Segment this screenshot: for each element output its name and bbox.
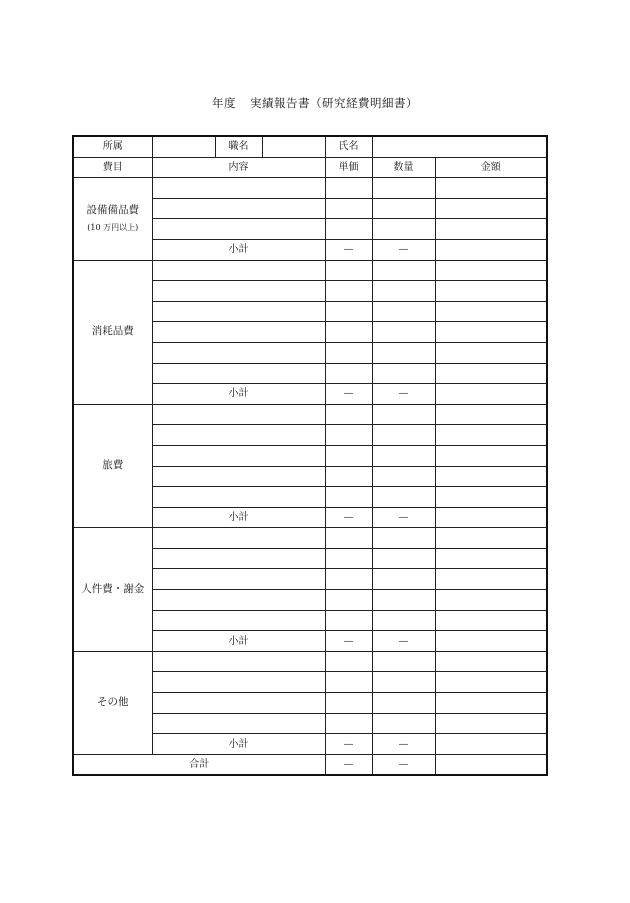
travel-category-cell (73, 404, 152, 528)
total-row (73, 754, 547, 775)
quantity-cell[interactable] (372, 487, 435, 508)
amount-cell[interactable] (435, 651, 547, 672)
content-cell[interactable] (152, 425, 325, 446)
quantity-cell[interactable] (372, 693, 435, 714)
affiliation-field[interactable] (152, 136, 215, 157)
amount-cell[interactable] (435, 301, 547, 322)
amount-cell[interactable] (435, 260, 547, 281)
other-label: その他 (97, 696, 129, 709)
amount-cell[interactable] (435, 528, 547, 549)
subtotal-amount-cell[interactable] (435, 507, 547, 528)
subtotal-amount-cell[interactable] (435, 734, 547, 755)
content-cell[interactable] (152, 281, 325, 302)
amount-cell[interactable] (435, 342, 547, 363)
unit-price-cell[interactable] (325, 301, 372, 322)
equipment-note: (10 万円以上) (87, 223, 139, 233)
content-cell[interactable] (152, 528, 325, 549)
subtotal-label: 小計 (152, 734, 325, 755)
amount-cell[interactable] (435, 713, 547, 734)
amount-cell[interactable] (435, 693, 547, 714)
name-field[interactable] (372, 136, 547, 157)
unit-price-cell[interactable] (325, 713, 372, 734)
quantity-dash: — (372, 239, 435, 260)
unit-price-dash: — (325, 239, 372, 260)
quantity-cell[interactable] (372, 528, 435, 549)
quantity-dash: — (372, 734, 435, 755)
page-title (0, 95, 630, 111)
subtotal-amount-cell[interactable] (435, 384, 547, 405)
position-label: 職名 (215, 136, 262, 157)
col-quantity-header: 数量 (372, 157, 435, 178)
quantity-cell[interactable] (372, 281, 435, 302)
unit-price-cell[interactable] (325, 219, 372, 240)
amount-cell[interactable] (435, 322, 547, 343)
amount-cell[interactable] (435, 445, 547, 466)
unit-price-cell[interactable] (325, 672, 372, 693)
subtotal-label: 小計 (152, 631, 325, 652)
content-cell[interactable] (152, 219, 325, 240)
unit-price-cell[interactable] (325, 466, 372, 487)
quantity-cell[interactable] (372, 610, 435, 631)
subtotal-label: 小計 (152, 239, 325, 260)
content-cell[interactable] (152, 590, 325, 611)
quantity-cell[interactable] (372, 404, 435, 425)
quantity-cell[interactable] (372, 590, 435, 611)
amount-cell[interactable] (435, 198, 547, 219)
travel-label: 旅費 (102, 459, 124, 472)
unit-price-cell[interactable] (325, 445, 372, 466)
quantity-cell[interactable] (372, 178, 435, 199)
content-cell[interactable] (152, 322, 325, 343)
amount-cell[interactable] (435, 363, 547, 384)
personnel-label: 人件費・謝金 (81, 582, 145, 595)
amount-cell[interactable] (435, 548, 547, 569)
total-amount-cell[interactable] (435, 754, 547, 775)
affiliation-label: 所属 (73, 136, 152, 157)
amount-cell[interactable] (435, 425, 547, 446)
quantity-cell[interactable] (372, 260, 435, 281)
equipment-label: 設備備品費 (86, 203, 139, 216)
col-item-header: 費目 (73, 157, 152, 178)
quantity-cell[interactable] (372, 466, 435, 487)
total-unit-price-dash: — (325, 754, 372, 775)
unit-price-cell[interactable] (325, 198, 372, 219)
unit-price-cell[interactable] (325, 487, 372, 508)
content-cell[interactable] (152, 445, 325, 466)
unit-price-cell[interactable] (325, 342, 372, 363)
amount-cell[interactable] (435, 487, 547, 508)
unit-price-cell[interactable] (325, 178, 372, 199)
unit-price-dash: — (325, 734, 372, 755)
content-cell[interactable] (152, 672, 325, 693)
title-year: 年度 (212, 96, 236, 110)
amount-cell[interactable] (435, 404, 547, 425)
quantity-cell[interactable] (372, 322, 435, 343)
unit-price-cell[interactable] (325, 528, 372, 549)
other-category-cell (73, 651, 152, 754)
personnel-category-cell (73, 528, 152, 652)
quantity-dash: — (372, 507, 435, 528)
column-header-row (73, 157, 547, 178)
equipment-category-cell (73, 178, 152, 260)
amount-cell[interactable] (435, 178, 547, 199)
quantity-cell[interactable] (372, 713, 435, 734)
consumables-label: 消耗品費 (91, 325, 134, 338)
unit-price-cell[interactable] (325, 322, 372, 343)
col-content-header: 内容 (152, 157, 325, 178)
amount-cell[interactable] (435, 466, 547, 487)
content-cell[interactable] (152, 651, 325, 672)
unit-price-cell[interactable] (325, 425, 372, 446)
unit-price-dash: — (325, 631, 372, 652)
quantity-cell[interactable] (372, 445, 435, 466)
quantity-cell[interactable] (372, 672, 435, 693)
name-label: 氏名 (325, 136, 372, 157)
amount-cell[interactable] (435, 281, 547, 302)
total-label: 合計 (73, 754, 325, 775)
other-row (73, 651, 547, 672)
unit-price-cell[interactable] (325, 651, 372, 672)
quantity-cell[interactable] (372, 569, 435, 590)
expense-report-table (72, 135, 548, 776)
quantity-cell[interactable] (372, 651, 435, 672)
consumables-row (73, 260, 547, 281)
header-info-row (73, 136, 547, 157)
consumables-category-cell (73, 260, 152, 404)
content-cell[interactable] (152, 404, 325, 425)
quantity-cell[interactable] (372, 342, 435, 363)
amount-cell[interactable] (435, 672, 547, 693)
content-cell[interactable] (152, 198, 325, 219)
content-cell[interactable] (152, 301, 325, 322)
unit-price-cell[interactable] (325, 260, 372, 281)
quantity-cell[interactable] (372, 198, 435, 219)
total-quantity-dash: — (372, 754, 435, 775)
content-cell[interactable] (152, 548, 325, 569)
subtotal-label: 小計 (152, 384, 325, 405)
subtotal-amount-cell[interactable] (435, 631, 547, 652)
unit-price-cell[interactable] (325, 610, 372, 631)
quantity-cell[interactable] (372, 301, 435, 322)
col-unit-price-header: 単価 (325, 157, 372, 178)
quantity-dash: — (372, 384, 435, 405)
unit-price-dash: — (325, 507, 372, 528)
content-cell[interactable] (152, 178, 325, 199)
content-cell[interactable] (152, 693, 325, 714)
quantity-cell[interactable] (372, 363, 435, 384)
unit-price-cell[interactable] (325, 363, 372, 384)
quantity-cell[interactable] (372, 425, 435, 446)
position-field[interactable] (262, 136, 325, 157)
content-cell[interactable] (152, 342, 325, 363)
unit-price-cell[interactable] (325, 404, 372, 425)
unit-price-cell[interactable] (325, 548, 372, 569)
unit-price-cell[interactable] (325, 569, 372, 590)
unit-price-dash: — (325, 384, 372, 405)
amount-cell[interactable] (435, 610, 547, 631)
subtotal-label: 小計 (152, 507, 325, 528)
travel-row (73, 404, 547, 425)
amount-cell[interactable] (435, 569, 547, 590)
subtotal-amount-cell[interactable] (435, 239, 547, 260)
unit-price-cell[interactable] (325, 281, 372, 302)
content-cell[interactable] (152, 610, 325, 631)
amount-cell[interactable] (435, 219, 547, 240)
content-cell[interactable] (152, 713, 325, 734)
quantity-cell[interactable] (372, 548, 435, 569)
quantity-cell[interactable] (372, 219, 435, 240)
unit-price-cell[interactable] (325, 590, 372, 611)
content-cell[interactable] (152, 487, 325, 508)
unit-price-cell[interactable] (325, 693, 372, 714)
equipment-row (73, 178, 547, 199)
quantity-dash: — (372, 631, 435, 652)
content-cell[interactable] (152, 363, 325, 384)
content-cell[interactable] (152, 260, 325, 281)
personnel-row (73, 528, 547, 549)
content-cell[interactable] (152, 466, 325, 487)
content-cell[interactable] (152, 569, 325, 590)
title-main: 実績報告書（研究経費明細書） (250, 96, 418, 110)
amount-cell[interactable] (435, 590, 547, 611)
col-amount-header: 金額 (435, 157, 547, 178)
